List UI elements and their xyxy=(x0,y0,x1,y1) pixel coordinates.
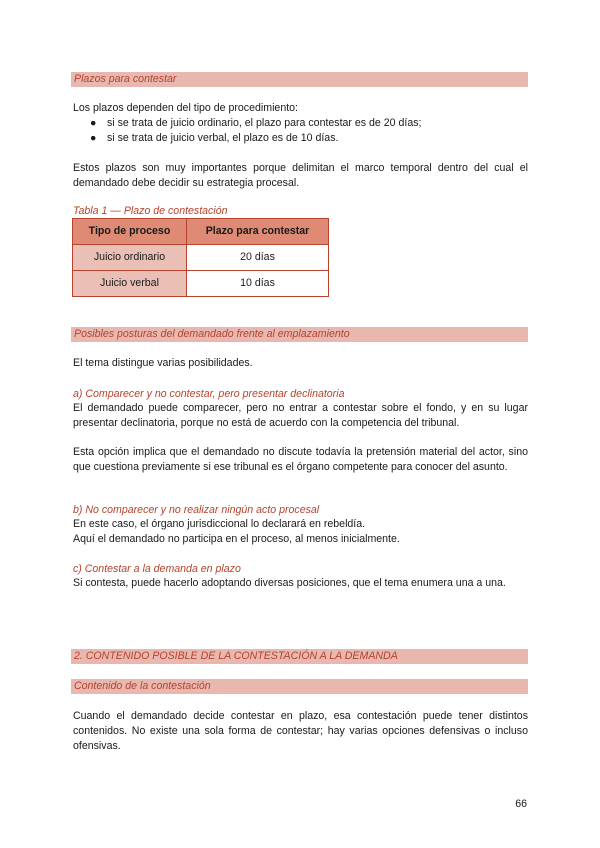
table-cell: 10 días xyxy=(187,271,329,297)
plazos-intro: Los plazos dependen del tipo de procedimiento: xyxy=(73,102,298,114)
plazo-table xyxy=(72,218,329,297)
section-header-plazos: Plazos para contestar xyxy=(71,72,528,87)
bullet-icon: ● xyxy=(90,132,97,144)
table-row xyxy=(73,271,329,297)
bullet-text: si se trata de juicio ordinario, el plazo para contestar es de 20 días; xyxy=(107,117,422,129)
subheading-b: b) No comparecer y no realizar ningún acto procesal xyxy=(73,504,320,516)
posturas-intro: El tema distingue varias posibilidades. xyxy=(73,357,253,369)
subheading-c: c) Contestar a la demanda en plazo xyxy=(73,563,241,575)
bullet-text: si se trata de juicio verbal, el plazo es de 10 días. xyxy=(107,132,339,144)
contenido-paragraph: Cuando el demandado decide contestar en plazo, esa contestación puede tener distintos contenidos. No existe una sola forma de contestar; hay varias opciones defensivas o incluso ofensivas. xyxy=(73,710,528,752)
table-cell: Juicio verbal xyxy=(73,271,187,297)
table-header-row xyxy=(73,219,329,245)
section-header-2: 2. CONTENIDO POSIBLE DE LA CONTESTACIÓN A LA DEMANDA xyxy=(71,649,528,664)
page-number: 66 xyxy=(515,798,527,810)
table-cell: Juicio ordinario xyxy=(73,245,187,271)
section-header-contenido: Contenido de la contestación xyxy=(71,679,528,694)
paragraph-c1: Si contesta, puede hacerlo adoptando diversas posiciones, que el tema enumera una a una. xyxy=(73,577,506,589)
section-header-posturas: Posibles posturas del demandado frente al emplazamiento xyxy=(71,327,528,342)
paragraph-b2: Aquí el demandado no participa en el proceso, al menos inicialmente. xyxy=(73,533,400,545)
table-cell: 20 días xyxy=(187,245,329,271)
plazos-paragraph: Estos plazos son muy importantes porque delimitan el marco temporal dentro del cual el demandado debe decidir su estrategia procesal. xyxy=(73,162,528,189)
table-header-cell: Tipo de proceso xyxy=(73,219,187,245)
table-header-cell: Plazo para contestar xyxy=(187,219,329,245)
paragraph-a2: Esta opción implica que el demandado no discute todavía la pretensión material del actor, sino que cuestiona previamente si ese tribunal es el órgano competente para conocer del asunto. xyxy=(73,446,528,473)
paragraph-a1: El demandado puede comparecer, pero no entrar a contestar sobre el fondo, y en su lugar presentar declinatoria, porque no está de acuerdo con la competencia del tribunal. xyxy=(73,402,528,429)
subheading-a: a) Comparecer y no contestar, pero presentar declinatoria xyxy=(73,388,345,400)
table-row xyxy=(73,245,329,271)
table-caption: Tabla 1 — Plazo de contestación xyxy=(73,205,228,217)
bullet-icon: ● xyxy=(90,117,97,129)
paragraph-b1: En este caso, el órgano jurisdiccional lo declarará en rebeldía. xyxy=(73,518,366,530)
